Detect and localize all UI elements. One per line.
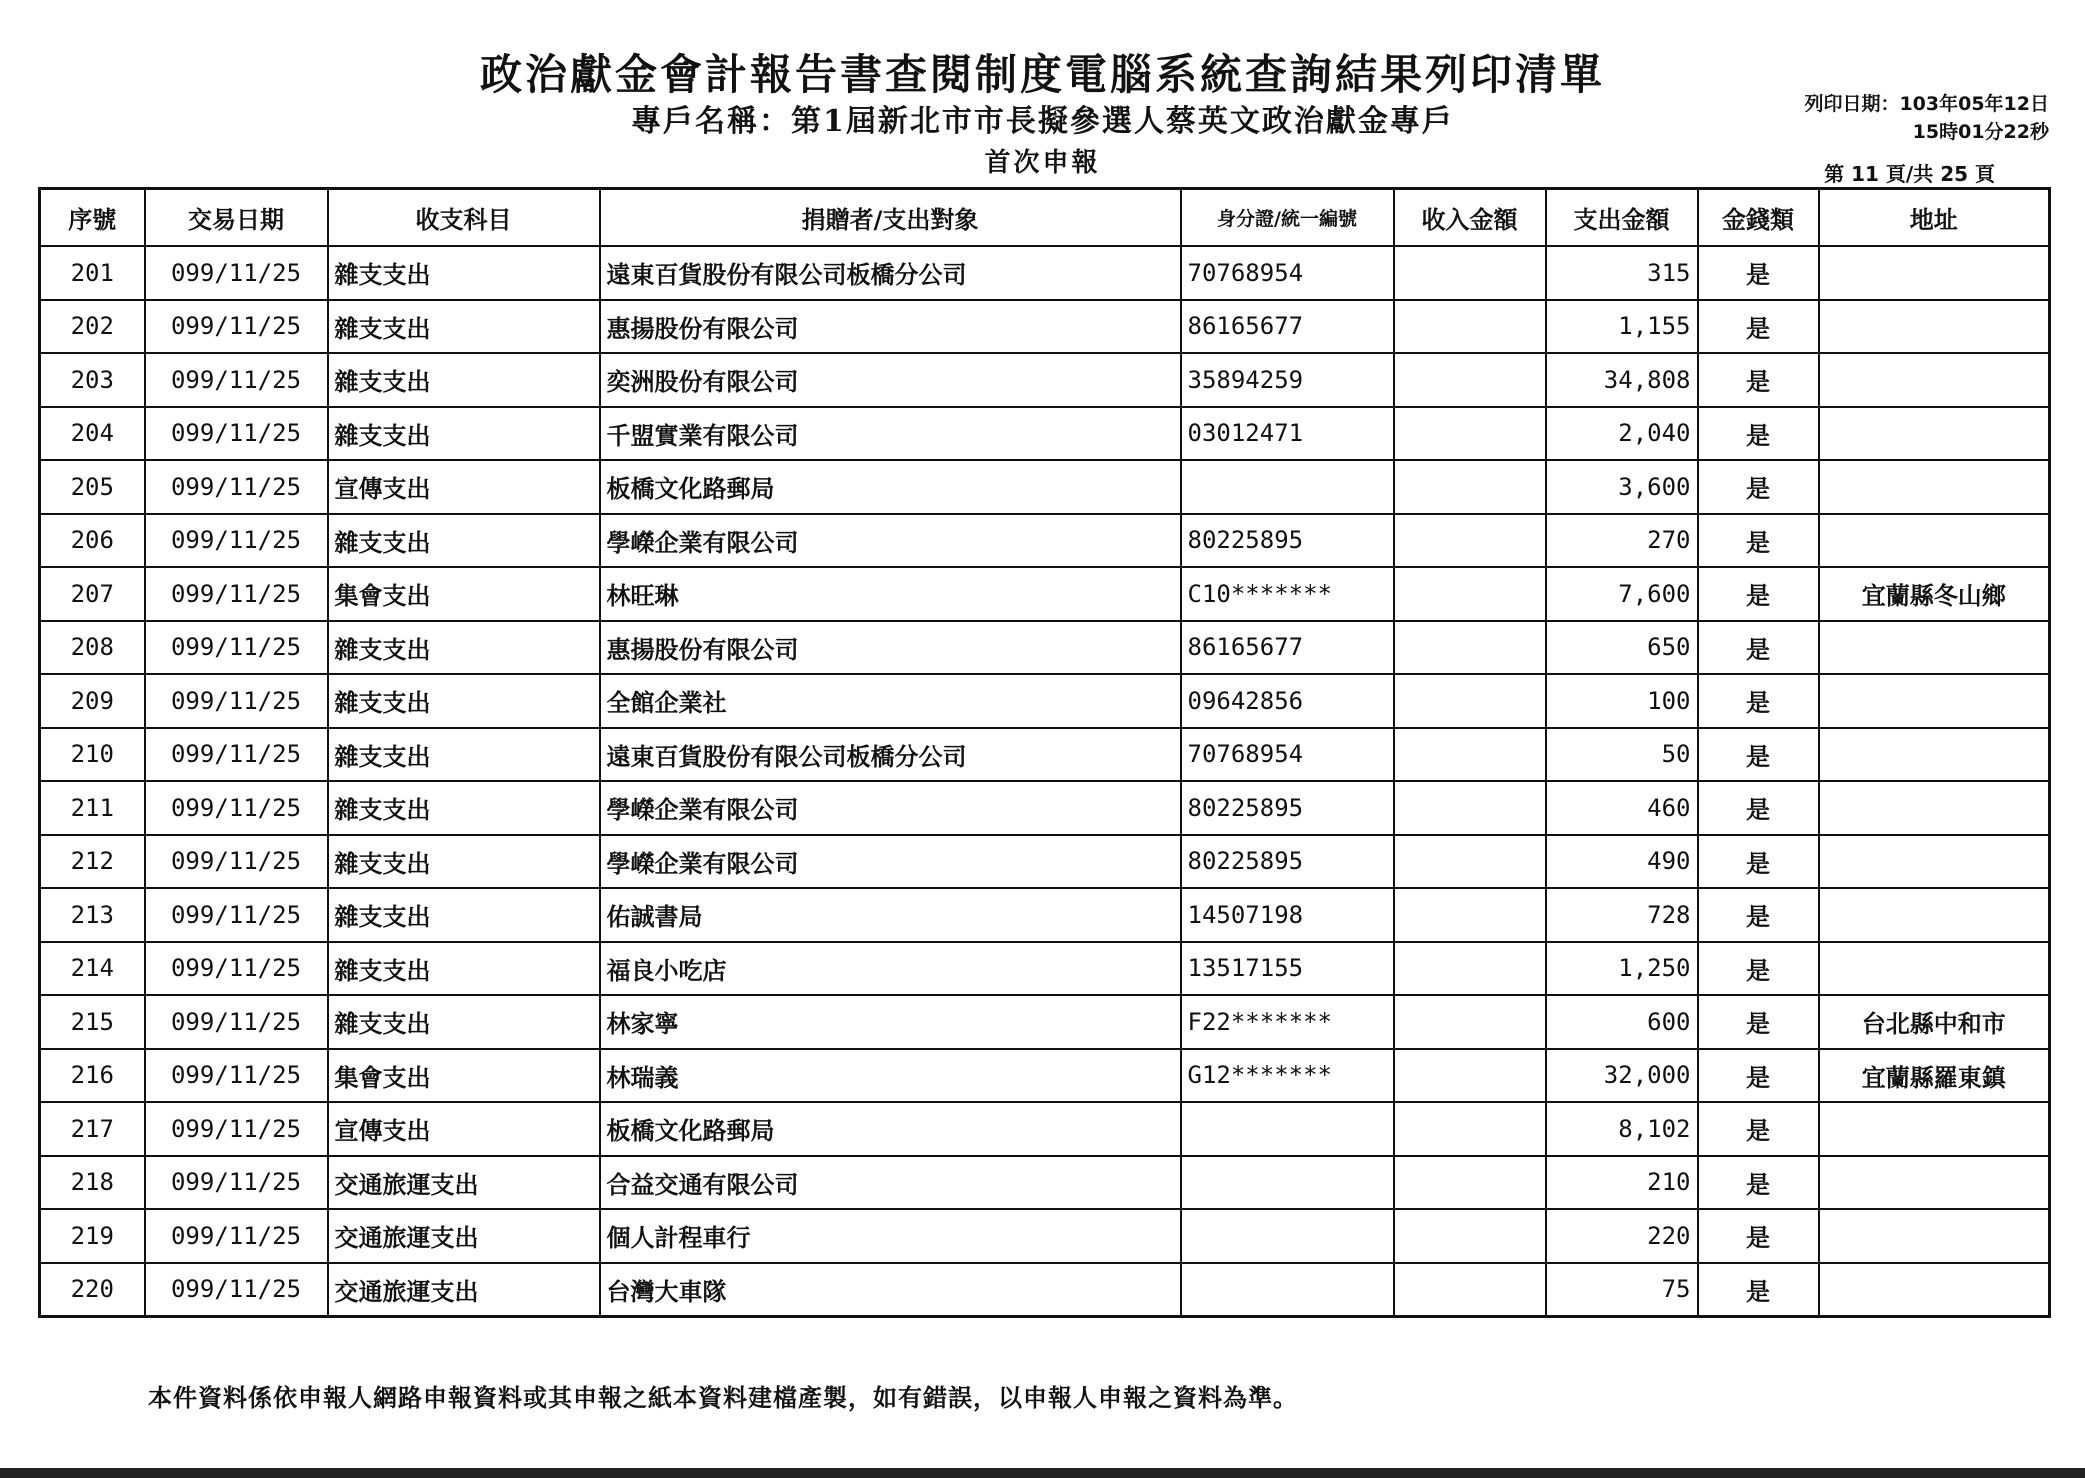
cell-party: 佑誠書局: [600, 888, 1181, 942]
cell-seq: 212: [40, 835, 145, 889]
table-row: [40, 300, 2050, 354]
cell-category: 交通旅運支出: [328, 1209, 600, 1263]
cell-expense: 1,250: [1546, 942, 1698, 996]
table-row: [40, 1049, 2050, 1103]
cell-party: 惠揚股份有限公司: [600, 300, 1181, 354]
ledger-table: [38, 187, 2051, 1318]
cell-party: 遠東百貨股份有限公司板橋分公司: [600, 728, 1181, 782]
cell-address: [1819, 674, 2050, 728]
cell-category: 集會支出: [328, 567, 600, 621]
cell-seq: 206: [40, 514, 145, 568]
page-info: 第 11 頁/共 25 頁: [1824, 162, 1995, 186]
cell-money-type: 是: [1698, 1102, 1819, 1156]
cell-expense: 8,102: [1546, 1102, 1698, 1156]
cell-seq: 210: [40, 728, 145, 782]
cell-expense: 2,040: [1546, 407, 1698, 461]
table-row: [40, 888, 2050, 942]
cell-category: 雜支支出: [328, 300, 600, 354]
cell-income: [1394, 1156, 1546, 1210]
cell-party: 板橋文化路郵局: [600, 1102, 1181, 1156]
cell-income: [1394, 728, 1546, 782]
cell-category: 雜支支出: [328, 781, 600, 835]
cell-money-type: 是: [1698, 300, 1819, 354]
cell-expense: 490: [1546, 835, 1698, 889]
cell-money-type: 是: [1698, 246, 1819, 300]
cell-income: [1394, 674, 1546, 728]
cell-address: [1819, 728, 2050, 782]
cell-money-type: 是: [1698, 728, 1819, 782]
scan-edge: [0, 1468, 2085, 1478]
col-header-date: 交易日期: [145, 189, 328, 247]
cell-category: 雜支支出: [328, 407, 600, 461]
cell-id: [1181, 1209, 1394, 1263]
cell-address: [1819, 1156, 2050, 1210]
cell-date: 099/11/25: [145, 1156, 328, 1210]
table-row: [40, 1209, 2050, 1263]
cell-money-type: 是: [1698, 888, 1819, 942]
cell-money-type: 是: [1698, 674, 1819, 728]
col-header-category: 收支科目: [328, 189, 600, 247]
cell-money-type: 是: [1698, 353, 1819, 407]
ledger-body: [40, 246, 2050, 1317]
cell-income: [1394, 621, 1546, 675]
cell-expense: 220: [1546, 1209, 1698, 1263]
cell-category: 雜支支出: [328, 621, 600, 675]
cell-id: 35894259: [1181, 353, 1394, 407]
cell-expense: 600: [1546, 995, 1698, 1049]
cell-address: [1819, 353, 2050, 407]
table-row: [40, 728, 2050, 782]
cell-category: 雜支支出: [328, 246, 600, 300]
print-date: [1804, 90, 2049, 146]
cell-money-type: 是: [1698, 942, 1819, 996]
cell-category: 雜支支出: [328, 888, 600, 942]
cell-id: [1181, 1102, 1394, 1156]
cell-address: [1819, 621, 2050, 675]
cell-id: 86165677: [1181, 621, 1394, 675]
cell-money-type: 是: [1698, 835, 1819, 889]
cell-date: 099/11/25: [145, 514, 328, 568]
cell-date: 099/11/25: [145, 942, 328, 996]
account-name: 專戶名稱：第1屆新北市市長擬參選人蔡英文政治獻金專戶: [631, 104, 1454, 139]
cell-address: 台北縣中和市: [1819, 995, 2050, 1049]
cell-address: 宜蘭縣冬山鄉: [1819, 567, 2050, 621]
table-row: [40, 514, 2050, 568]
cell-id: 13517155: [1181, 942, 1394, 996]
cell-expense: 650: [1546, 621, 1698, 675]
table-row: [40, 567, 2050, 621]
cell-income: [1394, 1209, 1546, 1263]
cell-address: [1819, 1102, 2050, 1156]
table-row: [40, 246, 2050, 300]
cell-id: 14507198: [1181, 888, 1394, 942]
col-header-id: 身分證/統一編號: [1181, 189, 1394, 247]
cell-party: 林家寧: [600, 995, 1181, 1049]
col-header-income: 收入金額: [1394, 189, 1546, 247]
table-row: [40, 460, 2050, 514]
cell-party: 千盟實業有限公司: [600, 407, 1181, 461]
cell-seq: 213: [40, 888, 145, 942]
cell-money-type: 是: [1698, 460, 1819, 514]
cell-id: [1181, 1156, 1394, 1210]
cell-income: [1394, 300, 1546, 354]
table-row: [40, 621, 2050, 675]
cell-expense: 270: [1546, 514, 1698, 568]
cell-address: 宜蘭縣羅東鎮: [1819, 1049, 2050, 1103]
cell-id: 80225895: [1181, 514, 1394, 568]
cell-money-type: 是: [1698, 407, 1819, 461]
cell-party: 林瑞義: [600, 1049, 1181, 1103]
cell-category: 交通旅運支出: [328, 1263, 600, 1317]
cell-date: 099/11/25: [145, 1209, 328, 1263]
cell-seq: 211: [40, 781, 145, 835]
cell-income: [1394, 1049, 1546, 1103]
cell-date: 099/11/25: [145, 1049, 328, 1103]
cell-address: [1819, 407, 2050, 461]
cell-money-type: 是: [1698, 567, 1819, 621]
col-header-seq: 序號: [40, 189, 145, 247]
cell-seq: 217: [40, 1102, 145, 1156]
cell-date: 099/11/25: [145, 888, 328, 942]
table-row: [40, 674, 2050, 728]
cell-income: [1394, 353, 1546, 407]
cell-money-type: 是: [1698, 514, 1819, 568]
table-row: [40, 995, 2050, 1049]
cell-id: [1181, 460, 1394, 514]
cell-income: [1394, 781, 1546, 835]
cell-party: 福良小吃店: [600, 942, 1181, 996]
cell-id: G12*******: [1181, 1049, 1394, 1103]
document-title: 政治獻金會計報告書查閱制度電腦系統查詢結果列印清單: [479, 50, 1605, 99]
cell-date: 099/11/25: [145, 995, 328, 1049]
cell-expense: 34,808: [1546, 353, 1698, 407]
cell-category: 雜支支出: [328, 514, 600, 568]
table-row: [40, 407, 2050, 461]
cell-date: 099/11/25: [145, 246, 328, 300]
cell-party: 全館企業社: [600, 674, 1181, 728]
cell-party: 林旺琳: [600, 567, 1181, 621]
table-row: [40, 835, 2050, 889]
cell-seq: 216: [40, 1049, 145, 1103]
cell-seq: 215: [40, 995, 145, 1049]
cell-category: 雜支支出: [328, 995, 600, 1049]
cell-money-type: 是: [1698, 1156, 1819, 1210]
cell-seq: 214: [40, 942, 145, 996]
cell-party: 板橋文化路郵局: [600, 460, 1181, 514]
header-row: [40, 189, 2050, 247]
cell-income: [1394, 1263, 1546, 1317]
cell-party: 台灣大車隊: [600, 1263, 1181, 1317]
cell-address: [1819, 781, 2050, 835]
col-header-party: 捐贈者/支出對象: [600, 189, 1181, 247]
cell-income: [1394, 995, 1546, 1049]
cell-seq: 220: [40, 1263, 145, 1317]
cell-address: [1819, 514, 2050, 568]
cell-category: 集會支出: [328, 1049, 600, 1103]
cell-expense: 100: [1546, 674, 1698, 728]
table-row: [40, 781, 2050, 835]
cell-category: 雜支支出: [328, 728, 600, 782]
cell-address: [1819, 1209, 2050, 1263]
cell-id: F22*******: [1181, 995, 1394, 1049]
cell-party: 合益交通有限公司: [600, 1156, 1181, 1210]
cell-party: 學嶸企業有限公司: [600, 781, 1181, 835]
cell-income: [1394, 942, 1546, 996]
cell-address: [1819, 460, 2050, 514]
cell-expense: 460: [1546, 781, 1698, 835]
report-type: 首次申報: [984, 148, 1101, 178]
cell-party: 遠東百貨股份有限公司板橋分公司: [600, 246, 1181, 300]
print-time-line2: 15時01分22秒: [1912, 121, 2049, 143]
cell-seq: 202: [40, 300, 145, 354]
cell-address: [1819, 888, 2050, 942]
cell-seq: 219: [40, 1209, 145, 1263]
cell-date: 099/11/25: [145, 1263, 328, 1317]
cell-seq: 209: [40, 674, 145, 728]
col-header-expense: 支出金額: [1546, 189, 1698, 247]
cell-date: 099/11/25: [145, 835, 328, 889]
cell-seq: 201: [40, 246, 145, 300]
cell-date: 099/11/25: [145, 781, 328, 835]
cell-category: 雜支支出: [328, 835, 600, 889]
cell-seq: 207: [40, 567, 145, 621]
cell-date: 099/11/25: [145, 300, 328, 354]
cell-id: C10*******: [1181, 567, 1394, 621]
cell-id: 86165677: [1181, 300, 1394, 354]
table-row: [40, 1263, 2050, 1317]
cell-id: [1181, 1263, 1394, 1317]
cell-money-type: 是: [1698, 1209, 1819, 1263]
cell-money-type: 是: [1698, 621, 1819, 675]
cell-seq: 208: [40, 621, 145, 675]
table-row: [40, 353, 2050, 407]
col-header-money-type: 金錢類: [1698, 189, 1819, 247]
cell-expense: 7,600: [1546, 567, 1698, 621]
cell-expense: 3,600: [1546, 460, 1698, 514]
cell-expense: 32,000: [1546, 1049, 1698, 1103]
cell-income: [1394, 460, 1546, 514]
cell-date: 099/11/25: [145, 621, 328, 675]
table-row: [40, 942, 2050, 996]
cell-income: [1394, 567, 1546, 621]
cell-category: 雜支支出: [328, 674, 600, 728]
cell-id: 03012471: [1181, 407, 1394, 461]
cell-income: [1394, 407, 1546, 461]
cell-date: 099/11/25: [145, 1102, 328, 1156]
print-date-line1: 列印日期：103年05年12日: [1804, 93, 2049, 115]
cell-seq: 203: [40, 353, 145, 407]
cell-expense: 315: [1546, 246, 1698, 300]
cell-address: [1819, 835, 2050, 889]
cell-money-type: 是: [1698, 995, 1819, 1049]
cell-money-type: 是: [1698, 1263, 1819, 1317]
cell-category: 雜支支出: [328, 942, 600, 996]
cell-id: 80225895: [1181, 835, 1394, 889]
cell-seq: 205: [40, 460, 145, 514]
cell-date: 099/11/25: [145, 460, 328, 514]
cell-address: [1819, 942, 2050, 996]
table-row: [40, 1102, 2050, 1156]
cell-date: 099/11/25: [145, 674, 328, 728]
cell-category: 交通旅運支出: [328, 1156, 600, 1210]
col-header-address: 地址: [1819, 189, 2050, 247]
cell-category: 雜支支出: [328, 353, 600, 407]
cell-party: 學嶸企業有限公司: [600, 835, 1181, 889]
cell-party: 學嶸企業有限公司: [600, 514, 1181, 568]
cell-party: 惠揚股份有限公司: [600, 621, 1181, 675]
cell-party: 奕洲股份有限公司: [600, 353, 1181, 407]
cell-expense: 728: [1546, 888, 1698, 942]
cell-address: [1819, 300, 2050, 354]
cell-seq: 218: [40, 1156, 145, 1210]
cell-date: 099/11/25: [145, 728, 328, 782]
cell-income: [1394, 1102, 1546, 1156]
cell-date: 099/11/25: [145, 567, 328, 621]
cell-date: 099/11/25: [145, 407, 328, 461]
cell-address: [1819, 246, 2050, 300]
cell-party: 個人計程車行: [600, 1209, 1181, 1263]
footer-note: 本件資料係依申報人網路申報資料或其申報之紙本資料建檔產製，如有錯誤，以申報人申報之資料為準。: [148, 1383, 1298, 1412]
cell-expense: 210: [1546, 1156, 1698, 1210]
cell-income: [1394, 514, 1546, 568]
cell-income: [1394, 888, 1546, 942]
cell-money-type: 是: [1698, 1049, 1819, 1103]
cell-expense: 1,155: [1546, 300, 1698, 354]
cell-date: 099/11/25: [145, 353, 328, 407]
cell-category: 宣傳支出: [328, 1102, 600, 1156]
table-row: [40, 1156, 2050, 1210]
cell-seq: 204: [40, 407, 145, 461]
cell-income: [1394, 246, 1546, 300]
cell-income: [1394, 835, 1546, 889]
cell-id: 09642856: [1181, 674, 1394, 728]
cell-address: [1819, 1263, 2050, 1317]
cell-id: 70768954: [1181, 246, 1394, 300]
cell-money-type: 是: [1698, 781, 1819, 835]
cell-category: 宣傳支出: [328, 460, 600, 514]
cell-id: 70768954: [1181, 728, 1394, 782]
cell-expense: 50: [1546, 728, 1698, 782]
cell-expense: 75: [1546, 1263, 1698, 1317]
cell-id: 80225895: [1181, 781, 1394, 835]
